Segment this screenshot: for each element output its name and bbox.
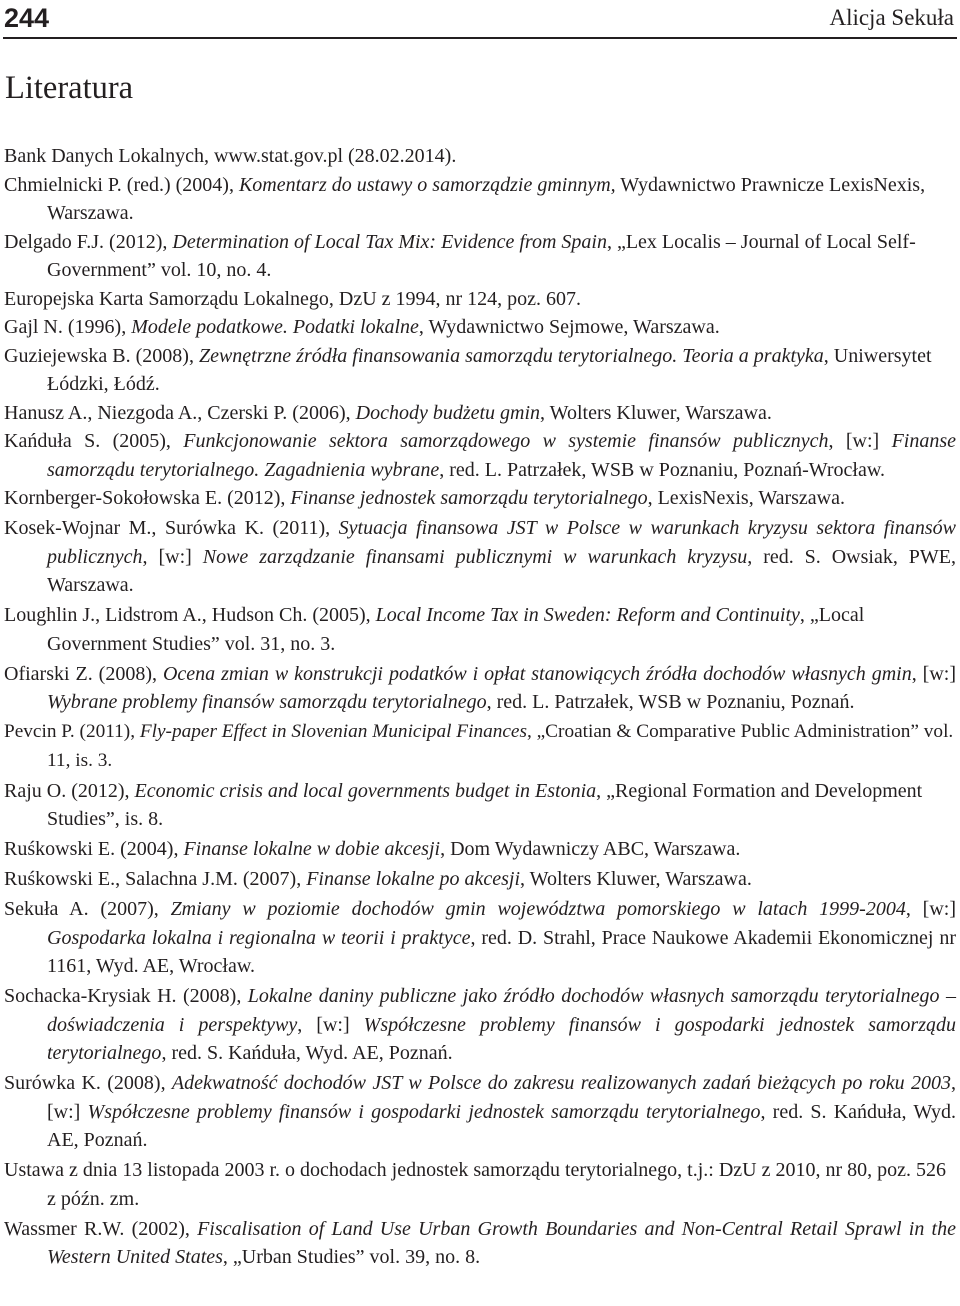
reference-text: , „Lex Localis – Journal of Local Self-Government” vol. 10, no. 4. [47, 230, 916, 281]
reference-title: Nowe zarządzanie finansami publicznymi w warunkach kryzysu [202, 545, 748, 568]
reference-text: , [w:] [142, 545, 203, 568]
header-rule [3, 37, 957, 39]
reference-text: , Wydawnictwo Sejmowe, Warszawa. [418, 316, 720, 338]
reference-entry [0, 1069, 960, 1155]
section-title: Literatura [5, 70, 134, 106]
reference-text: , red. S. Kańduła, Wyd. AE, Poznań. [161, 1042, 453, 1064]
reference-entry [0, 601, 960, 658]
reference-text: , [w:] [911, 662, 956, 685]
reference-title: Modele podatkowe. Podatki lokalne [131, 316, 419, 338]
reference-text: Ofiarski Z. (2008), [4, 662, 163, 685]
reference-text: , [w:] [297, 1013, 364, 1036]
reference-text: , red. L. Patrzałek, WSB w Poznaniu, Poznań-Wrocław. [439, 458, 885, 481]
reference-text: Raju O. (2012), [4, 779, 135, 802]
reference-text: Gajl N. (1996), [4, 316, 132, 338]
reference-text: , red. D. Strahl, Prace Naukowe Akademii Ekonomicznej nr 1161, Wyd. AE, Wrocław. [47, 926, 956, 977]
reference-entry [0, 142, 960, 171]
reference-title: Dochody budżetu gmin [355, 401, 541, 424]
reference-text: , „Urban Studies” vol. 39, no. 8. [222, 1246, 481, 1268]
reference-title: Fly-paper Effect in Slovenian Municipal Finances [139, 721, 527, 742]
reference-title: Ocena zmian w konstrukcji podatków i opłat stanowiących źródła dochodów własnych gmin [162, 662, 912, 685]
reference-text: Sekuła A. (2007), [4, 898, 171, 920]
reference-text: , Wolters Kluwer, Warszawa. [540, 401, 772, 424]
reference-entry [0, 342, 960, 399]
reference-text: Wassmer R.W. (2002), [4, 1217, 198, 1240]
reference-text: Ustawa z dnia 13 listopada 2003 r. o dochodach jednostek samorządu terytorialnego, t.j.: DzU z 2010, nr 80, poz. 526 z późn. zm. [4, 1159, 946, 1210]
reference-text: Guziejewska B. (2008), [4, 344, 199, 367]
reference-title: Sytuacja finansowa JST w Polsce w warunkach kryzysu sektora finansów publicznych [47, 517, 957, 568]
reference-text: Kosek-Wojnar M., Surówka K. (2011), [4, 517, 339, 539]
reference-text: , Uniwersytet Łódzki, Łódź. [47, 344, 932, 395]
reference-title: Funkcjonowanie sektora samorządowego w systemie finansów publicznych [183, 430, 829, 452]
reference-entry [0, 427, 960, 484]
reference-entry [0, 865, 960, 894]
reference-text: , red. S. Kańduła, Wyd. AE, Poznań. [47, 1100, 956, 1151]
reference-text: , „Regional Formation and Development Studies”, is. 8. [47, 779, 923, 830]
reference-title: Finanse lokalne po akcesji [306, 868, 521, 890]
reference-entry [0, 228, 960, 285]
reference-title: Local Income Tax in Sweden: Reform and Continuity [375, 604, 800, 626]
reference-entry [0, 835, 960, 864]
reference-text: Sochacka-Krysiak H. (2008), [4, 985, 248, 1007]
reference-entry [0, 285, 960, 314]
reference-text: , [w:] [828, 430, 892, 452]
reference-entry [0, 1156, 960, 1213]
reference-entry [0, 895, 960, 981]
reference-title: Finanse samorządu terytorialnego. Zagadnienia wybrane [47, 430, 956, 481]
reference-text: , [w:] [905, 898, 956, 920]
reference-title: Gospodarka lokalna i regionalna w teorii i praktyce [47, 926, 471, 949]
reference-title: Finanse jednostek samorządu terytorialnego [290, 487, 648, 509]
reference-entry [0, 718, 960, 775]
reference-title: Zmiany w poziomie dochodów gmin województwa pomorskiego w latach 1999-2004 [170, 898, 906, 920]
reference-title: Lokalne daniny publiczne jako źródło dochodów własnych samorządu terytorialnego – doświadczenia i perspektywy [47, 985, 956, 1036]
reference-text: Hanusz A., Niezgoda A., Czerski P. (2006), [4, 401, 356, 424]
reference-text: Ruśkowski E., Salachna J.M. (2007), [4, 868, 307, 890]
reference-entry [0, 1215, 960, 1272]
reference-text: Ruśkowski E. (2004), [4, 838, 184, 860]
reference-title: Economic crisis and local governments budget in Estonia [134, 779, 597, 802]
reference-title: Komentarz do ustawy o samorządzie gminnym, [238, 173, 616, 196]
reference-title: Fiscalisation of Land Use Urban Growth Boundaries and Non-Central Retail Sprawl in the Western United States [47, 1217, 956, 1268]
reference-text: , „Local Government Studies” vol. 31, no. 3. [47, 604, 865, 655]
reference-entry [0, 171, 960, 228]
reference-text: , LexisNexis, Warszawa. [647, 487, 845, 509]
reference-title: Wybrane problemy finansów samorządu terytorialnego [47, 691, 487, 713]
reference-text: Bank Danych Lokalnych, www.stat.gov.pl (28.02.2014). [4, 145, 457, 167]
reference-text: Loughlin J., Lidstrom A., Hudson Ch. (2005), [4, 604, 376, 626]
reference-text: Kornberger-Sokołowska E. (2012), [4, 487, 291, 509]
reference-entry [0, 484, 960, 513]
reference-text: Pevcin P. (2011), [4, 721, 140, 742]
reference-text: , red. L. Patrzałek, WSB w Poznaniu, Poznań. [486, 691, 855, 713]
reference-list [0, 142, 960, 1272]
reference-entry [0, 313, 960, 342]
reference-title: Współczesne problemy finansów i gospodarki jednostek samorządu terytorialnego [87, 1100, 761, 1123]
reference-text: Delgado F.J. (2012), [4, 230, 173, 253]
reference-text: Surówka K. (2008), [4, 1072, 172, 1094]
reference-entry [0, 399, 960, 428]
reference-text: , [w:] [47, 1072, 956, 1123]
reference-title: Zewnętrzne źródła finansowania samorządu terytorialnego. Teoria a praktyka [198, 344, 824, 367]
page-number: 244 [4, 3, 50, 33]
reference-title: Finanse lokalne w dobie akcesji [183, 838, 441, 860]
reference-title: Determination of Local Tax Mix: Evidence from Spain [172, 230, 607, 253]
reference-text: , „Croatian & Comparative Public Administration” vol. 11, is. 3. [47, 721, 954, 771]
reference-text: Chmielnicki P. (red.) (2004), [4, 173, 239, 196]
page-header [0, 0, 960, 40]
reference-text: Kańduła S. (2005), [4, 430, 184, 452]
running-head-author: Alicja Sekuła [829, 5, 954, 30]
reference-text: , red. S. Owsiak, PWE, Warszawa. [47, 545, 956, 596]
reference-text: , Wolters Kluwer, Warszawa. [520, 868, 752, 890]
reference-text: Wydawnictwo Prawnicze LexisNexis, Warszawa. [47, 173, 926, 224]
reference-text: Europejska Karta Samorządu Lokalnego, DzU z 1994, nr 124, poz. 607. [4, 287, 582, 310]
reference-entry [0, 514, 960, 600]
reference-title: Adekwatność dochodów JST w Polsce do zakresu realizowanych zadań bieżących po roku 2003 [171, 1072, 951, 1094]
reference-entry [0, 777, 960, 834]
reference-title: Współczesne problemy finansów i gospodarki jednostek samorządu terytorialnego [47, 1013, 957, 1064]
reference-text: , Dom Wydawniczy ABC, Warszawa. [440, 838, 741, 860]
reference-entry [0, 660, 960, 717]
reference-entry [0, 982, 960, 1068]
